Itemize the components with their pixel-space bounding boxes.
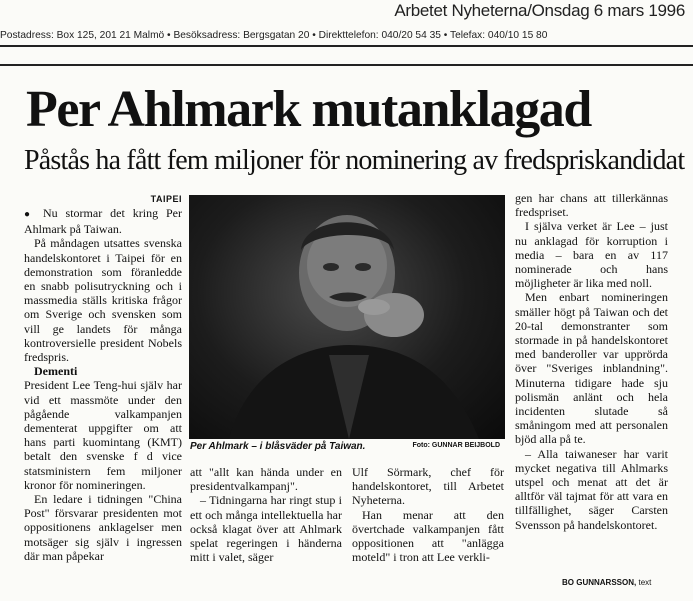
divider (0, 64, 693, 66)
paragraph: Han menar att den övertchade valkampanjen fått oppositionen att "anlägga moteld" i tron att Lee verkli- (352, 507, 504, 565)
photo-caption (190, 441, 506, 452)
portrait-illustration (189, 195, 505, 439)
article-photo (189, 195, 505, 439)
paragraph: En ledare i tidningen "China Post" försvarar presidenten mot oppositionens anklagelser men motsäger sig själv i ingressen där man påpekar (24, 492, 182, 563)
lead-text: Nu stormar det kring Per Ahlmark på Taiwan. (24, 206, 183, 237)
byline-name: BO GUNNARSSON, (562, 578, 637, 587)
paragraph: – Tidningarna har ringt stup i ett och många intellektuella har också klagat över att Ahlmark spelat regeringen i händerna mitt i valet, säger (190, 493, 342, 565)
lead-paragraph (24, 206, 182, 236)
paragraph: – Alla taiwaneser har varit mycket negativa till Ahlmarks utspel och menat att det är alltför väl tajmat för att vara en tillfällighet, säger Carsten Svensson på handelskontoret. (515, 446, 668, 532)
divider (0, 45, 693, 47)
paragraph: På måndagen utsattes svenska handelskontoret i Taipei för en demonstration som föranledde en snabb polisutryckning och i massmedia ställs kritiska frågor om Sverige och svensken som vill ge landets för många kontroversielle president Nobels fredspris. (24, 236, 182, 365)
section-subtitle: Dementi (34, 364, 78, 379)
bullet-icon: ● (24, 209, 35, 220)
byline-role: text (638, 578, 652, 587)
paragraph: I själva verket är Lee – just nu anklagad för korruption i media – bara en av 117 nominerade och hans möjligheter är lika med noll. (515, 219, 668, 291)
paragraph: President Lee Teng-hui själv har vid ett massmöte under den pågående valkampanjen dementerat uppgifter om att hans parti kuomintang (KMT) betalt den svenske f d vice statsministern fem miljoner kronor för nomineringen. (24, 378, 182, 492)
headline: Per Ahlmark mutanklagad (26, 81, 591, 138)
article-column-2 (190, 465, 342, 564)
address-line: Postadress: Box 125, 201 21 Malmö • Besöksadress: Bergsgatan 20 • Direkttelefon: 040/20 54 35 • Telefax: 040/10 15 80 (0, 30, 548, 41)
paragraph: Ulf Sörmark, chef för handelskontoret, till Arbetet Nyheterna. (352, 465, 504, 508)
article-column-4 (515, 191, 668, 532)
photo-credit: Foto: GUNNAR BEIJBOLD (412, 442, 500, 449)
subheadline: Påstås ha fått fem miljoner för nominering av fredspriskandidat (24, 145, 685, 176)
paragraph: att "allt kan hända under en presidentvalkampanj". (190, 465, 342, 494)
paragraph: Men enbart nomineringen smäller högt på Taiwan och det 20-tal demonstranter som stormade in på handelskontoret med banderoller var upprörda över "Sveriges inblandning". Minuterna tidigare hade sju polismän anlänt och hela incidenten slutade så småningom med att personalen bjöd alla på te. (515, 290, 668, 447)
article-column-1 (24, 193, 182, 563)
masthead: Arbetet Nyheterna/Onsdag 6 mars 1996 (394, 1, 685, 20)
article-column-3 (352, 465, 504, 564)
byline (562, 578, 651, 587)
paragraph: gen har chans att tillerkännas fredspriset. (515, 191, 668, 220)
caption-text: Per Ahlmark – i blåsväder på Taiwan. (190, 441, 366, 452)
dateline: TAIPEI (150, 194, 182, 204)
